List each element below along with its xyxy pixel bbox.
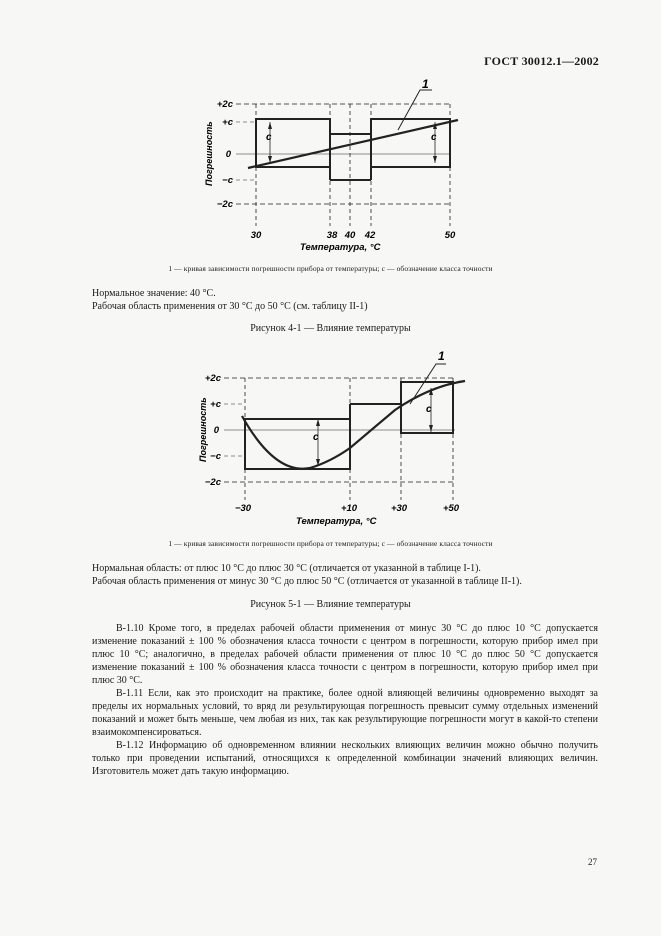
x-tick-label: 38 (326, 230, 338, 241)
document-code: ГОСТ 30012.1—2002 (484, 54, 599, 68)
x-tick-label: 50 (444, 230, 456, 241)
y-tick-label: −2c (204, 477, 221, 488)
paragraph-b-1-12: В-1.12 Информацию об одновременном влиянии нескольких влияющих величин можно обычно получить только при проведении испытаний, относящихся к определенной комбинации значений влияющих величин. Изготовитель может дать такую информацию. (92, 740, 598, 777)
y-tick-label: +2c (204, 373, 221, 384)
paragraph-b-1-11: В-1.11 Если, как это происходит на практике, более одной влияющей величины одновременно выходят за пределы их нормальных условий, то вряд ли результирующая погрешность превысит сумму отдельных изменений показаний и может быть меньше, чем любая из них, так как результирующие погрешности могут в какой-то степени взаимокомпенсироваться. (92, 688, 598, 738)
curve-leader (398, 90, 432, 130)
y-tick-label: +c (222, 117, 233, 128)
figure-1-legend: 1 — кривая зависимости погрешности прибора от температуры; c — обозначение класса точности (168, 264, 493, 273)
dimension-label: c (266, 132, 272, 143)
y-tick-label: −c (210, 451, 221, 462)
figure-2-legend: 1 — кривая зависимости погрешности прибора от температуры; c — обозначение класса точности (168, 539, 493, 548)
working-range-text: Рабочая область применения от 30 °С до 50 °С (см. таблицу II-1) (92, 301, 368, 312)
figure-4-1 (0, 70, 661, 255)
tolerance-band-right (371, 119, 450, 167)
y-axis-label: Погрешность (204, 121, 214, 186)
y-tick-label: 0 (213, 425, 219, 436)
figure-5-1-caption: Рисунок 5-1 — Влияние температуры (250, 599, 411, 610)
working-range-text: Рабочая область применения от минус 30 °С до плюс 50 °С (отличается от указанной в таблице II-1). (92, 576, 522, 587)
paragraph-b-1-10: В-1.10 Кроме того, в пределах рабочей области применения от минус 30 °С до плюс 10 °С допускается изменение показаний ± 100 % обозначения класса точности с центром в погрешности, которую прибор имел при плюс 10 °С; аналогично, в пределах рабочей области применения от плюс 10 °С до плюс 50 °С допускается изменение показаний ± 100 % обозначения класса точности с центром в погрешности, которую прибор имел при плюс 30 °С. (92, 623, 598, 686)
body-text (92, 622, 598, 778)
x-axis-label: Температура, °С (296, 516, 377, 527)
x-tick-label: +10 (340, 503, 358, 514)
tolerance-band-left (256, 119, 330, 167)
page-number: 27 (588, 857, 597, 867)
dimension-label: c (313, 432, 319, 443)
figure-4-1-caption: Рисунок 4-1 — Влияние температуры (250, 323, 411, 334)
x-tick-label: 40 (344, 230, 356, 241)
dimension-label: c (431, 132, 437, 143)
normal-value-text: Нормальное значение: 40 °С. (92, 288, 216, 299)
x-tick-label: 30 (250, 230, 262, 241)
x-tick-label: −30 (234, 503, 252, 514)
normal-value-text: Нормальная область: от плюс 10 °С до плюс 30 °С (отличается от указанной в таблице I-1). (92, 563, 481, 574)
y-tick-label: −c (222, 175, 233, 186)
y-tick-label: −2c (216, 199, 233, 210)
curve-label: 1 (422, 77, 429, 91)
y-tick-label: +2c (216, 99, 233, 110)
curve-label: 1 (438, 349, 445, 363)
y-tick-label: 0 (225, 149, 231, 160)
x-tick-label: +30 (390, 503, 408, 514)
dimension-label: c (426, 404, 432, 415)
error-curve (248, 120, 458, 168)
x-tick-label: +50 (442, 503, 460, 514)
x-axis-label: Температура, °С (300, 242, 381, 253)
figure-5-1 (0, 345, 661, 530)
y-axis-label: Погрешность (198, 397, 208, 462)
x-tick-label: 42 (364, 230, 376, 241)
y-tick-label: +c (210, 399, 221, 410)
